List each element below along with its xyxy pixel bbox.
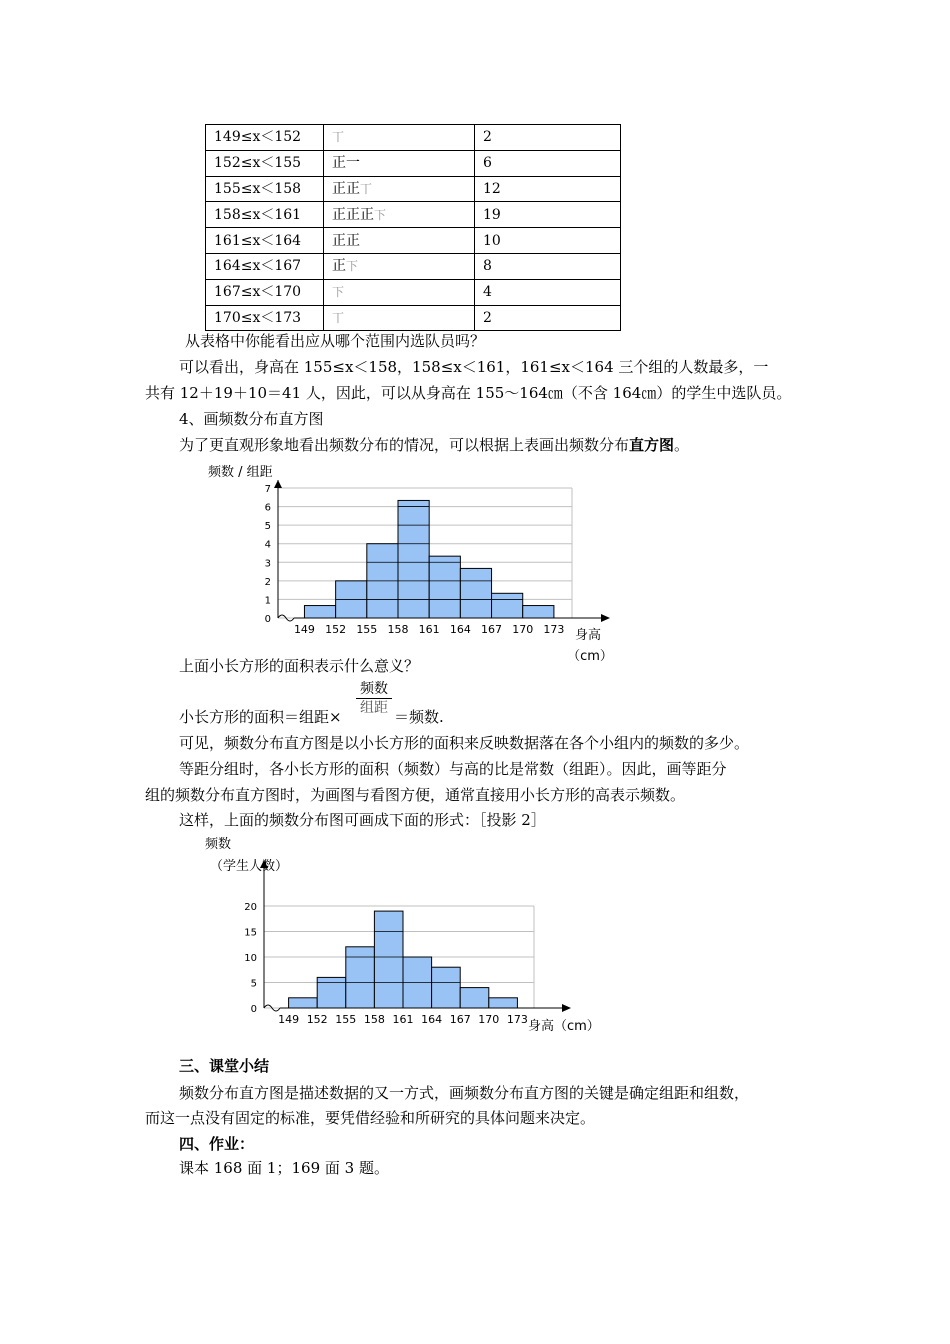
tally-partial: 丅 (332, 310, 345, 325)
tally-cell (324, 253, 475, 279)
tally-partial: 下 (346, 259, 359, 274)
count-cell: 2 (475, 125, 621, 151)
paragraph-2 (179, 434, 689, 456)
histogram-bar (492, 593, 523, 618)
x-tick-label: 164 (449, 623, 471, 636)
paragraph-6b: 而这一点没有固定的标准，要凭借经验和所研究的具体问题来决定。 (145, 1109, 596, 1127)
table-row (206, 253, 621, 279)
count-cell: 19 (475, 202, 621, 228)
histogram-term: 直方图 (629, 436, 675, 454)
tally-partial: 丅 (360, 181, 373, 196)
tally-cell (324, 202, 475, 228)
x-tick-label: 152 (325, 623, 347, 636)
histogram-bar (429, 556, 460, 618)
x-tick-label: 167 (449, 1013, 471, 1026)
table-row (206, 125, 621, 151)
paragraph-1a: 可以看出，身高在 155≤x＜158，158≤x＜161，161≤x＜164 三个组的人数最多，一 (179, 358, 769, 376)
y-axis-arrow (274, 480, 282, 488)
histogram-bar (460, 988, 489, 1008)
tally-cell (324, 228, 475, 254)
paragraph-1b: 共有 12＋19＋10＝41 人，因此，可以从身高在 155～164㎝（不含 164㎝）的学生中选队员。 (145, 384, 792, 402)
tally-marks: 正一 (332, 155, 360, 172)
range-cell: 155≤x＜158 (206, 176, 324, 202)
paragraph-4a: 等距分组时，各小长方形的面积（频数）与高的比是常数（组距）。因此，画等距分 (179, 760, 727, 778)
histogram-bar (289, 998, 318, 1008)
tally-partial: 丅 (332, 130, 345, 145)
x-tick-label: 158 (387, 623, 409, 636)
fraction (356, 680, 392, 717)
range-cell: 170≤x＜173 (206, 305, 324, 331)
x-tick-label: 173 (506, 1013, 528, 1026)
area-formula-right: ＝频数. (394, 708, 444, 726)
heading-4: 4、画频数分布直方图 (179, 410, 324, 428)
tally-marks: 正正 (332, 180, 360, 197)
x-axis-label: 身高（cm） (528, 1019, 600, 1034)
table-row (206, 202, 621, 228)
fraction-denominator: 组距 (356, 698, 392, 717)
tally-cell (324, 279, 475, 305)
y-tick-label: 4 (264, 539, 271, 551)
histogram-bar (304, 606, 335, 618)
y-tick-label: 5 (264, 521, 271, 533)
y-tick-label: 0 (264, 614, 271, 625)
y-tick-label: 7 (264, 484, 271, 495)
table-row (206, 228, 621, 254)
x-tick-label: 173 (543, 623, 565, 636)
tally-marks: 正正正 (332, 206, 374, 223)
x-axis-unit: （cm） (567, 649, 613, 664)
tally-cell (324, 125, 475, 151)
y-tick-label: 10 (244, 953, 257, 964)
y-tick-label: 3 (264, 558, 271, 570)
count-cell: 12 (475, 176, 621, 202)
count-cell: 8 (475, 253, 621, 279)
tally-partial: 下 (332, 285, 345, 300)
y-tick-label: 5 (250, 978, 257, 990)
histogram-bar (523, 606, 554, 618)
table-row (206, 150, 621, 176)
paragraph-2-end: 。 (674, 436, 690, 454)
paragraph-6a: 频数分布直方图是描述数据的又一方式，画频数分布直方图的关键是确定组距和组数， (179, 1084, 750, 1102)
y-tick-label: 1 (264, 595, 271, 607)
tally-partial: 下 (374, 207, 387, 222)
range-cell: 158≤x＜161 (206, 202, 324, 228)
table-row (206, 305, 621, 331)
histogram-chart-2 (190, 832, 630, 1042)
frequency-table (205, 124, 621, 331)
table-row (206, 279, 621, 305)
section-3-heading: 三、课堂小结 (179, 1057, 270, 1075)
count-cell: 10 (475, 228, 621, 254)
x-tick-label: 149 (293, 623, 315, 636)
x-tick-label: 158 (363, 1013, 385, 1026)
range-cell: 161≤x＜164 (206, 228, 324, 254)
paragraph-3: 可见，频数分布直方图是以小长方形的面积来反映数据落在各个小组内的频数的多少。 (179, 734, 750, 752)
histogram-bar (432, 967, 461, 1008)
tally-cell (324, 150, 475, 176)
count-cell: 6 (475, 150, 621, 176)
y-tick-label: 20 (244, 902, 257, 913)
x-tick-label: 167 (481, 623, 503, 636)
x-tick-label: 149 (278, 1013, 300, 1026)
y-tick-label: 2 (264, 576, 271, 588)
paragraph-4b: 组的频数分布直方图时，为画图与看图方便，通常直接用小长方形的高表示频数。 (145, 786, 686, 804)
x-tick-label: 164 (421, 1013, 443, 1026)
tally-marks: 正 (332, 258, 346, 275)
histogram-bar (460, 568, 491, 618)
paragraph-7: 课本 168 面 1；169 面 3 题。 (179, 1159, 389, 1177)
x-tick-label: 170 (478, 1013, 500, 1026)
x-tick-label: 152 (306, 1013, 328, 1026)
y-tick-label: 6 (264, 502, 271, 514)
histogram-bar (489, 998, 518, 1008)
x-axis-label: 身高 (574, 628, 602, 643)
y-axis-label: 频数 (205, 837, 232, 852)
histogram-chart-1 (190, 458, 630, 666)
fraction-numerator: 频数 (360, 681, 388, 697)
y-tick-label: 0 (250, 1004, 257, 1015)
paragraph-2-text: 为了更直观形象地看出频数分布的情况，可以根据上表画出频数分布 (179, 436, 630, 454)
range-cell: 164≤x＜167 (206, 253, 324, 279)
x-tick-label: 155 (335, 1013, 357, 1026)
y-tick-label: 15 (244, 927, 257, 939)
x-tick-label: 170 (512, 623, 534, 636)
x-tick-label: 161 (392, 1013, 414, 1026)
count-cell: 4 (475, 279, 621, 305)
tally-marks: 正正 (332, 232, 360, 249)
tally-cell (324, 176, 475, 202)
x-tick-label: 155 (356, 623, 378, 636)
histogram-bar (317, 977, 346, 1008)
area-formula-left: 小长方形的面积＝组距× (179, 708, 342, 726)
y-axis-label: 频数 / 组距 (208, 465, 273, 480)
histogram-bar (374, 911, 403, 1008)
tally-cell (324, 305, 475, 331)
question-2: 上面小长方形的面积表示什么意义？ (179, 657, 420, 675)
question-1: 从表格中你能看出应从哪个范围内选队员吗？ (185, 332, 486, 350)
section-4-heading: 四、作业： (179, 1135, 255, 1153)
histogram-bar (398, 500, 429, 618)
range-cell: 152≤x＜155 (206, 150, 324, 176)
paragraph-5: 这样，上面的频数分布图可画成下面的形式：［投影 2］ (179, 811, 546, 829)
x-axis-arrow (601, 614, 610, 622)
y-axis-label-unit: （学生人数） (210, 859, 289, 874)
table-row (206, 176, 621, 202)
range-cell: 149≤x＜152 (206, 125, 324, 151)
count-cell: 2 (475, 305, 621, 331)
x-tick-label: 161 (418, 623, 440, 636)
range-cell: 167≤x＜170 (206, 279, 324, 305)
histogram-bar (346, 947, 375, 1008)
x-axis-arrow (562, 1004, 571, 1012)
